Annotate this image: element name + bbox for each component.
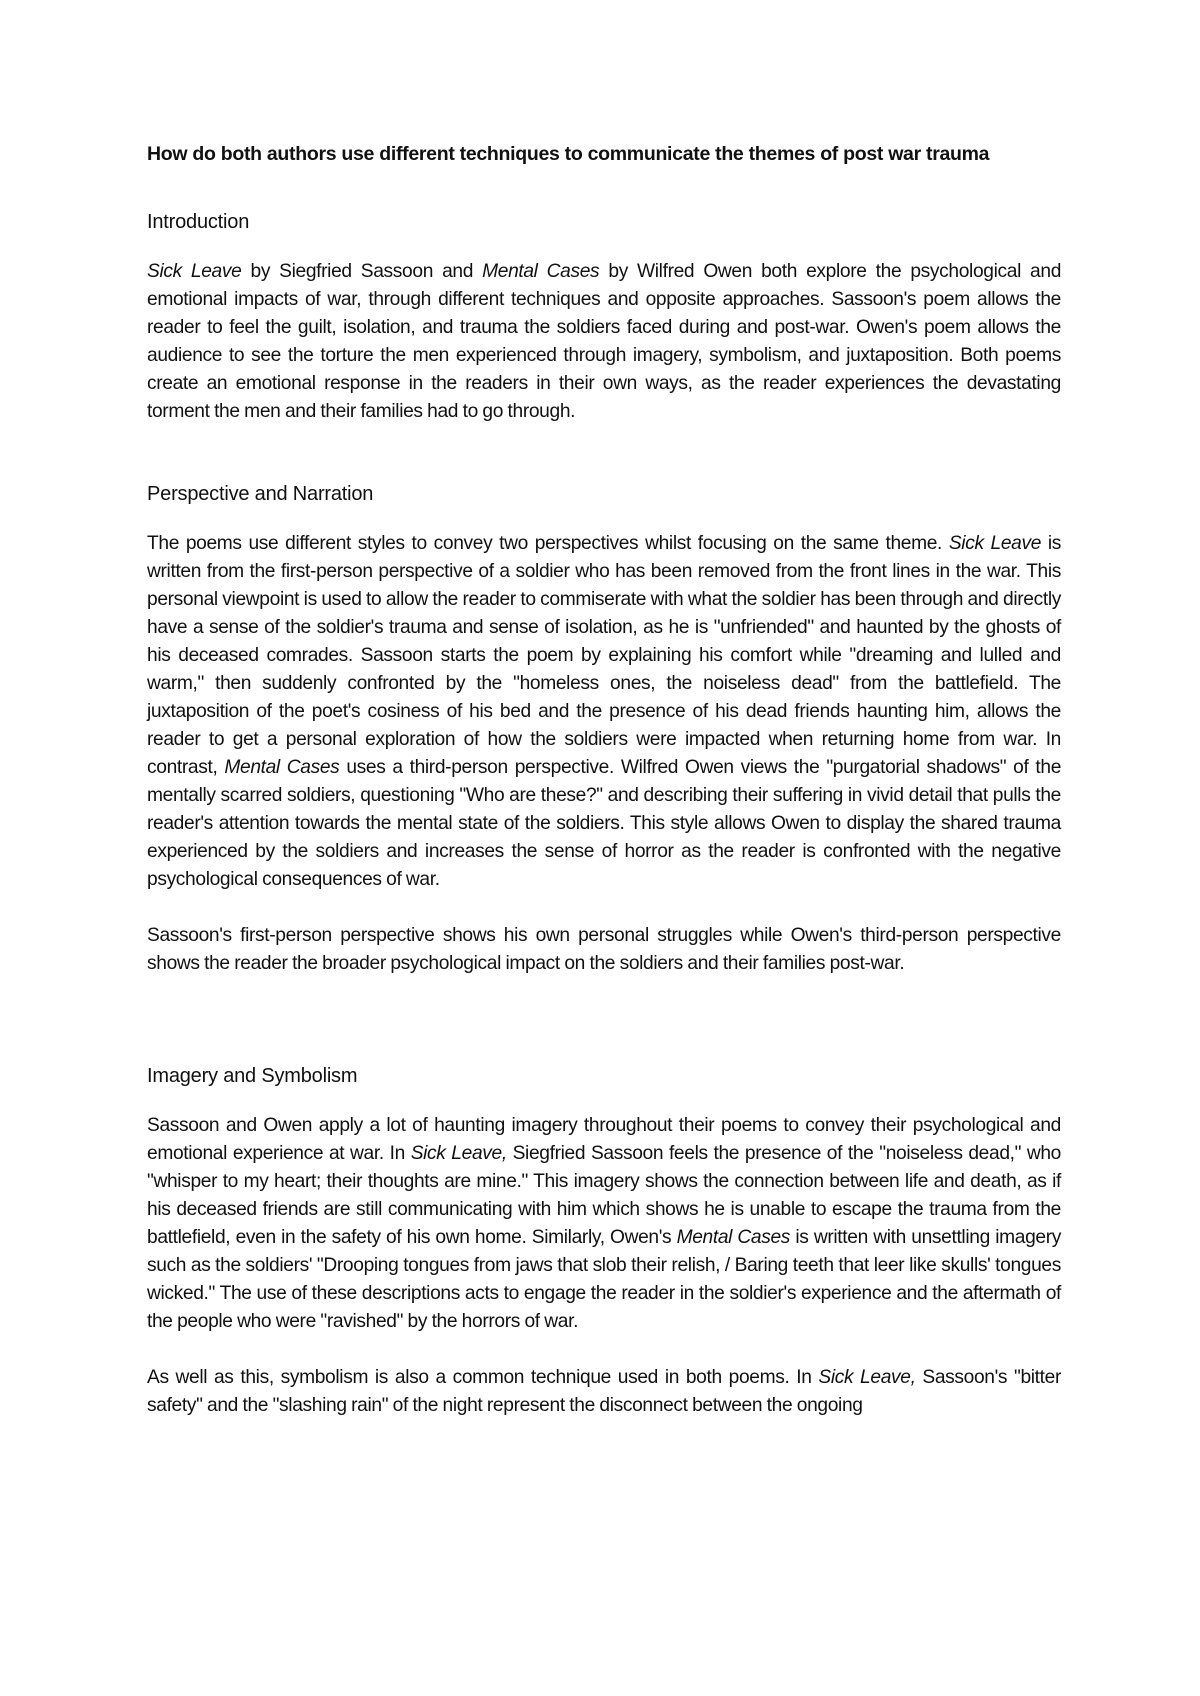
title-sick-leave: Sick Leave [948, 533, 1042, 554]
title-sick-leave: Sick Leave [147, 261, 242, 282]
imagery-paragraph-2: As well as this, symbolism is also a common technique used in both poems. In Sick Leave, Sassoon's "bitter safety" and the "slashing rain" of the night represent the disconnect between the ongoing [147, 1367, 1062, 1416]
perspective-paragraph-1: The poems use different styles to convey two perspectives whilst focusing on the same theme. Sick Leave is written from the first-person perspective of a soldier who has been removed from the front lines in the war. This personal viewpoint is used to allow the reader to commiserate with what the soldier has been through and directly have a sense of the soldier's trauma and sense of isolation, as he is "unfriended" and haunted by the ghosts of his deceased comrades. Sassoon starts the poem by explaining his comfort while "dreaming and lulled and warm," then suddenly confronted by the "homeless ones, the noiseless dead" from the battlefield. The juxtaposition of the poet's cosiness of his bed and the presence of his dead friends haunting him, allows the reader to get a personal exploration of how the soldiers were impacted when returning home from war. In contrast, Mental Cases uses a third-person perspective. Wilfred Owen views the "purgatorial shadows" of the mentally scarred soldiers, questioning "Who are these?" and describing their suffering in vivid detail that pulls the reader's attention towards the mental state of the soldiers. This style allows Owen to display the shared trauma experienced by the soldiers and increases the sense of horror as the reader is confronted with the negative psychological consequences of war. [147, 533, 1062, 890]
title-mental-cases: Mental Cases [224, 757, 340, 778]
heading-perspective: Perspective and Narration [147, 483, 374, 505]
essay-title: How do both authors use different techniques to communicate the themes of post war trauma [147, 143, 990, 165]
intro-paragraph: Sick Leave by Siegfried Sassoon and Mental Cases by Wilfred Owen both explore the psychological and emotional impacts of war, through different techniques and opposite approaches. Sassoon's poem allows the reader to feel the guilt, isolation, and trauma the soldiers faced during and post-war. Owen's poem allows the audience to see the torture the men experienced through imagery, symbolism, and juxtaposition. Both poems create an emotional response in the readers in their own ways, as the reader experiences the devastating torment the men and their families had to go through. [147, 261, 1062, 422]
perspective-paragraph-2: Sassoon's first-person perspective shows his own personal struggles while Owen's third-person perspective shows the reader the broader psychological impact on the soldiers and their families post-war. [147, 925, 1061, 974]
title-mental-cases: Mental Cases [482, 261, 600, 282]
heading-introduction: Introduction [147, 211, 250, 233]
heading-imagery: Imagery and Symbolism [147, 1065, 358, 1087]
imagery-paragraph-1: Sassoon and Owen apply a lot of haunting imagery throughout their poems to convey their psychological and emotional experience at war. In Sick Leave, Siegfried Sassoon feels the presence of the "noiseless dead," who "whisper to my heart; their thoughts are mine." This imagery shows the connection between life and death, as if his deceased friends are still communicating with him which shows he is unable to escape the trauma from the battlefield, even in the safety of his own home. Similarly, Owen's Mental Cases is written with unsettling imagery such as the soldiers' "Drooping tongues from jaws that slob their relish, / Baring teeth that leer like skulls' tongues wicked." The use of these descriptions acts to engage the reader in the soldier's experience and the aftermath of the people who were "ravished" by the horrors of war. [147, 1115, 1062, 1332]
document-page [147, 140, 1061, 1420]
title-sick-leave: Sick Leave, [410, 1143, 507, 1164]
title-sick-leave: Sick Leave, [818, 1367, 916, 1388]
title-mental-cases: Mental Cases [676, 1227, 791, 1248]
